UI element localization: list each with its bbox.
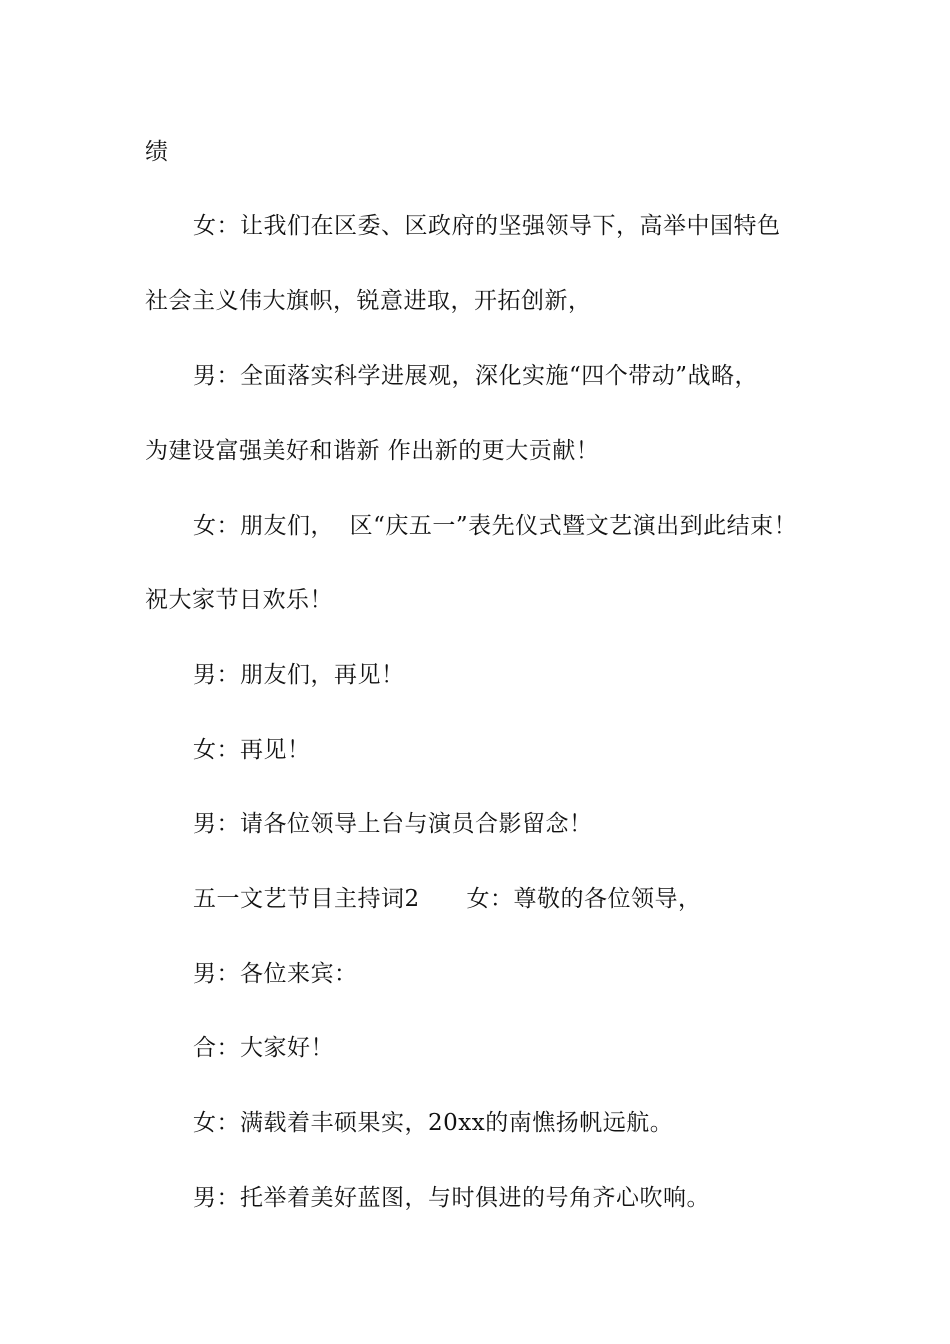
- text-line-5: 为建设富强美好和谐新 作出新的更大贡献！: [145, 438, 600, 464]
- text-line-8: 男：朋友们，再见！: [193, 662, 405, 688]
- text-line-12: 男：各位来宾：: [193, 961, 358, 987]
- text-line-4: 男：全面落实科学进展观，深化实施“四个带动”战略，: [193, 363, 759, 389]
- text-line-1: 绩: [145, 139, 169, 165]
- text-line-11: 五一文艺节目主持词2 女：尊敬的各位领导，: [193, 886, 702, 912]
- text-line-13: 合：大家好！: [193, 1035, 334, 1061]
- text-line-9: 女：再见！: [193, 737, 311, 763]
- text-line-14: 女：满载着丰硕果实，20xx的南憔扬帆远航。: [193, 1110, 674, 1136]
- text-line-10: 男：请各位领导上台与演员合影留念！: [193, 811, 593, 837]
- text-line-3: 社会主义伟大旗帜，锐意进取，开拓创新，: [145, 288, 592, 314]
- text-line-2: 女：让我们在区委、区政府的坚强领导下，高举中国特色: [193, 213, 781, 239]
- text-line-15: 男：托举着美好蓝图，与时俱进的号角齐心吹响。: [193, 1185, 710, 1211]
- text-line-7: 祝大家节日欢乐！: [145, 587, 333, 613]
- text-line-6: 女：朋友们， 区“庆五一”表先仪式暨文艺演出到此结束！: [193, 513, 798, 539]
